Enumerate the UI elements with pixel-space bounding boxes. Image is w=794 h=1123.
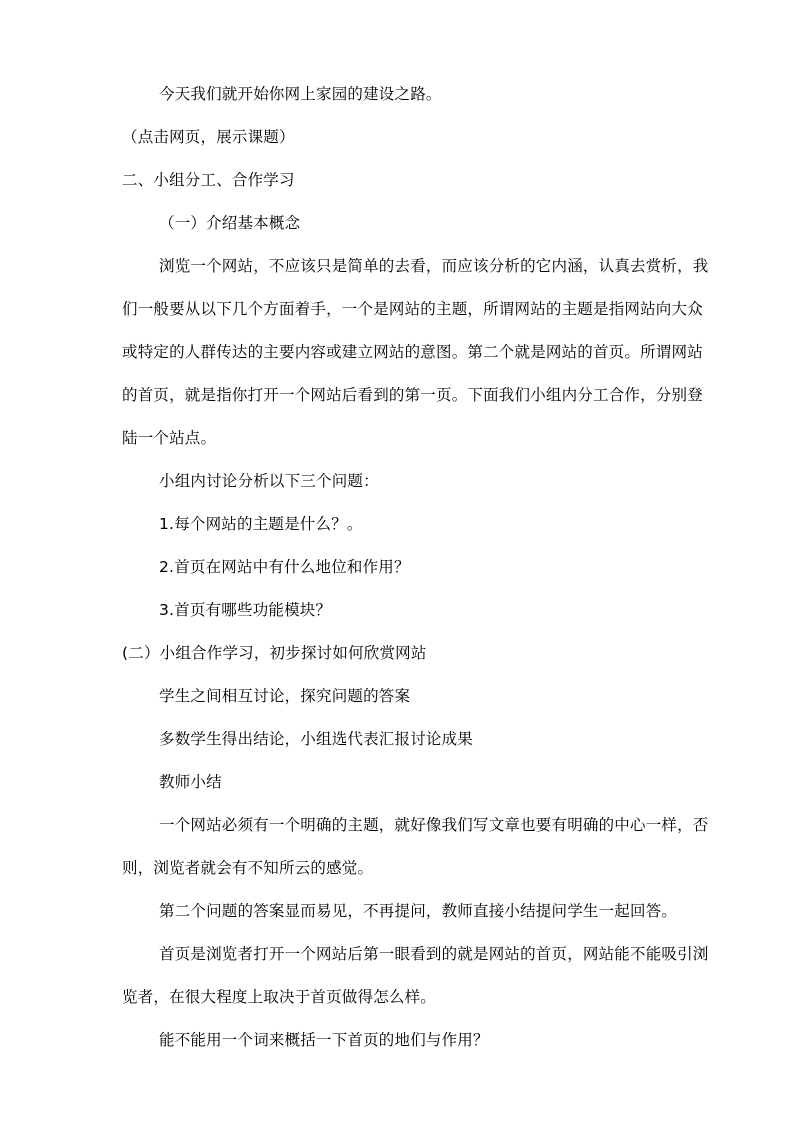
paragraph-intro: 今天我们就开始你网上家园的建设之路。 xyxy=(159,85,442,103)
paragraph-theme-line-1: 一个网站必须有一个明确的主题，就好像我们写文章也要有明确的中心一样，否 xyxy=(159,816,709,834)
paragraph-browse-line-3: 或特定的人群传达的主要内容或建立网站的意图。第二个就是网站的首页。所谓网站 xyxy=(122,343,703,361)
paragraph-questions-intro: 小组内讨论分析以下三个问题： xyxy=(159,472,379,490)
paragraph-theme-line-2: 则，浏览者就会有不知所云的感觉。 xyxy=(122,859,374,877)
paragraph-conclusion: 多数学生得出结论，小组选代表汇报讨论成果 xyxy=(159,730,474,748)
subsection-heading-2: (二）小组合作学习，初步探讨如何欣赏网站 xyxy=(122,644,427,662)
paragraph-browse-line-5: 陆一个站点。 xyxy=(122,429,217,447)
paragraph-discussion: 学生之间相互讨论，探究问题的答案 xyxy=(159,687,411,705)
paragraph-browse-line-1: 浏览一个网站，不应该只是简单的去看，而应该分析的它内涵，认真去赏析，我 xyxy=(159,257,709,275)
paragraph-second-question: 第二个问题的答案显而易见，不再提问，教师直接小结提问学生一起回答。 xyxy=(159,902,678,920)
list-item-question-1: 1.每个网站的主题是什么？。 xyxy=(159,515,363,533)
paragraph-final-question: 能不能用一个词来概括一下首页的地们与作用？ xyxy=(159,1031,489,1049)
list-item-question-3: 3.首页有哪些功能模块？ xyxy=(159,601,332,619)
paragraph-homepage-line-1: 首页是浏览者打开一个网站后第一眼看到的就是网站的首页，网站能不能吸引浏 xyxy=(159,945,709,963)
paragraph-browse-line-2: 们一般要从以下几个方面着手，一个是网站的主题，所谓网站的主题是指网站向大众 xyxy=(122,300,703,318)
paragraph-homepage-line-2: 览者，在很大程度上取决于首页做得怎么样。 xyxy=(122,988,437,1006)
subsection-heading-1: （一）介绍基本概念 xyxy=(159,214,301,232)
section-heading-2: 二、小组分工、合作学习 xyxy=(122,171,295,189)
paragraph-browse-line-4: 的首页，就是指你打开一个网站后看到的第一页。下面我们小组内分工合作，分别登 xyxy=(122,386,703,404)
list-item-question-2: 2.首页在网站中有什么地位和作用？ xyxy=(159,558,410,576)
paragraph-click-note: （点击网页，展示课题） xyxy=(122,128,295,146)
paragraph-teacher-summary: 教师小结 xyxy=(159,773,222,791)
